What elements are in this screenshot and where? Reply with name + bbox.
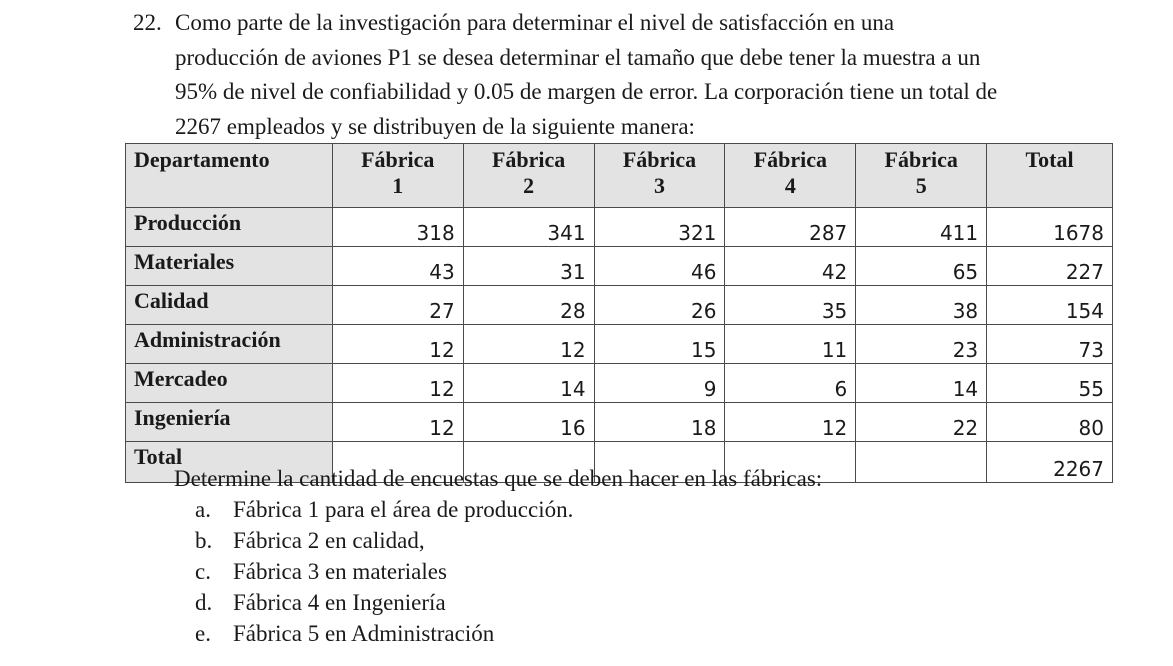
list-item: a. Fábrica 1 para el área de producción.	[195, 497, 574, 522]
table-cell: 16	[463, 403, 594, 442]
table-row	[126, 364, 1113, 403]
list-item: b. Fábrica 2 en calidad,	[195, 528, 425, 553]
table-cell: 12	[332, 364, 463, 403]
table-cell: 1678	[987, 208, 1113, 247]
header-total: Total	[987, 144, 1113, 208]
table-cell: 14	[463, 364, 594, 403]
table-cell: 12	[332, 403, 463, 442]
table-cell: 14	[856, 364, 987, 403]
table-cell: 154	[987, 286, 1113, 325]
list-item: e. Fábrica 5 en Administración	[195, 621, 495, 646]
row-label: Calidad	[126, 286, 333, 325]
table-cell: 46	[594, 247, 725, 286]
table-cell: 18	[594, 403, 725, 442]
list-item: d. Fábrica 4 en Ingeniería	[195, 590, 446, 615]
header-fabrica-1: Fábrica 1	[332, 144, 463, 208]
table-cell: 42	[725, 247, 856, 286]
table-cell: 27	[332, 286, 463, 325]
table-row	[126, 247, 1113, 286]
row-label: Total	[126, 442, 333, 483]
table-cell: 31	[463, 247, 594, 286]
table-cell: 43	[332, 247, 463, 286]
table-cell: 321	[594, 208, 725, 247]
question-block	[174, 463, 822, 649]
table-row	[126, 286, 1113, 325]
table-cell: 65	[856, 247, 987, 286]
table-cell: 287	[725, 208, 856, 247]
problem-line: 2267 empleados y se distribuyen de la siguiente manera:	[175, 113, 695, 139]
header-fabrica-4: Fábrica 4	[725, 144, 856, 208]
problem-line	[133, 6, 1133, 41]
row-label: Administración	[126, 325, 333, 364]
header-departamento: Departamento	[126, 144, 333, 208]
problem-line: producción de aviones P1 se desea determinar el tamaño que debe tener la muestra a un	[175, 44, 981, 70]
table-cell: 80	[987, 403, 1113, 442]
table-cell: 12	[725, 403, 856, 442]
table-cell: 11	[725, 325, 856, 364]
grand-total-cell: 2267	[987, 442, 1113, 483]
table-cell: 6	[725, 364, 856, 403]
header-fabrica-3: Fábrica 3	[594, 144, 725, 208]
table-cell: 227	[987, 247, 1113, 286]
table-cell: 318	[332, 208, 463, 247]
table-cell: 73	[987, 325, 1113, 364]
question-intro: Determine la cantidad de encuestas que se deben hacer en las fábricas:	[174, 466, 823, 491]
header-fabrica-2: Fábrica 2	[463, 144, 594, 208]
table-cell: 35	[725, 286, 856, 325]
problem-line: 95% de nivel de confiabilidad y 0.05 de margen de error. La corporación tiene un total de	[175, 79, 998, 104]
table-cell: 55	[987, 364, 1113, 403]
header-fabrica-5: Fábrica 5	[856, 144, 987, 208]
problem-statement	[133, 6, 1133, 144]
table-header-row	[126, 144, 1113, 208]
table-cell: 411	[856, 208, 987, 247]
table-cell: 38	[856, 286, 987, 325]
problem-text: Como parte de la investigación para determinar el nivel de satisfacción en una	[175, 10, 895, 35]
table-cell: 22	[856, 403, 987, 442]
table-cell: 26	[594, 286, 725, 325]
question-list	[174, 494, 822, 649]
table-row	[126, 403, 1113, 442]
row-label: Ingeniería	[126, 403, 333, 442]
table-cell: 28	[463, 286, 594, 325]
employee-distribution-table	[125, 143, 1113, 483]
table-cell: 23	[856, 325, 987, 364]
problem-number: 22.	[133, 10, 162, 35]
row-label: Materiales	[126, 247, 333, 286]
table-row	[126, 325, 1113, 364]
table-cell	[856, 442, 987, 483]
table-row	[126, 208, 1113, 247]
table-cell: 15	[594, 325, 725, 364]
table-cell: 341	[463, 208, 594, 247]
list-item: c. Fábrica 3 en materiales	[195, 559, 447, 584]
row-label: Mercadeo	[126, 364, 333, 403]
row-label: Producción	[126, 208, 333, 247]
table-cell: 9	[594, 364, 725, 403]
table-cell: 12	[463, 325, 594, 364]
table-cell: 12	[332, 325, 463, 364]
